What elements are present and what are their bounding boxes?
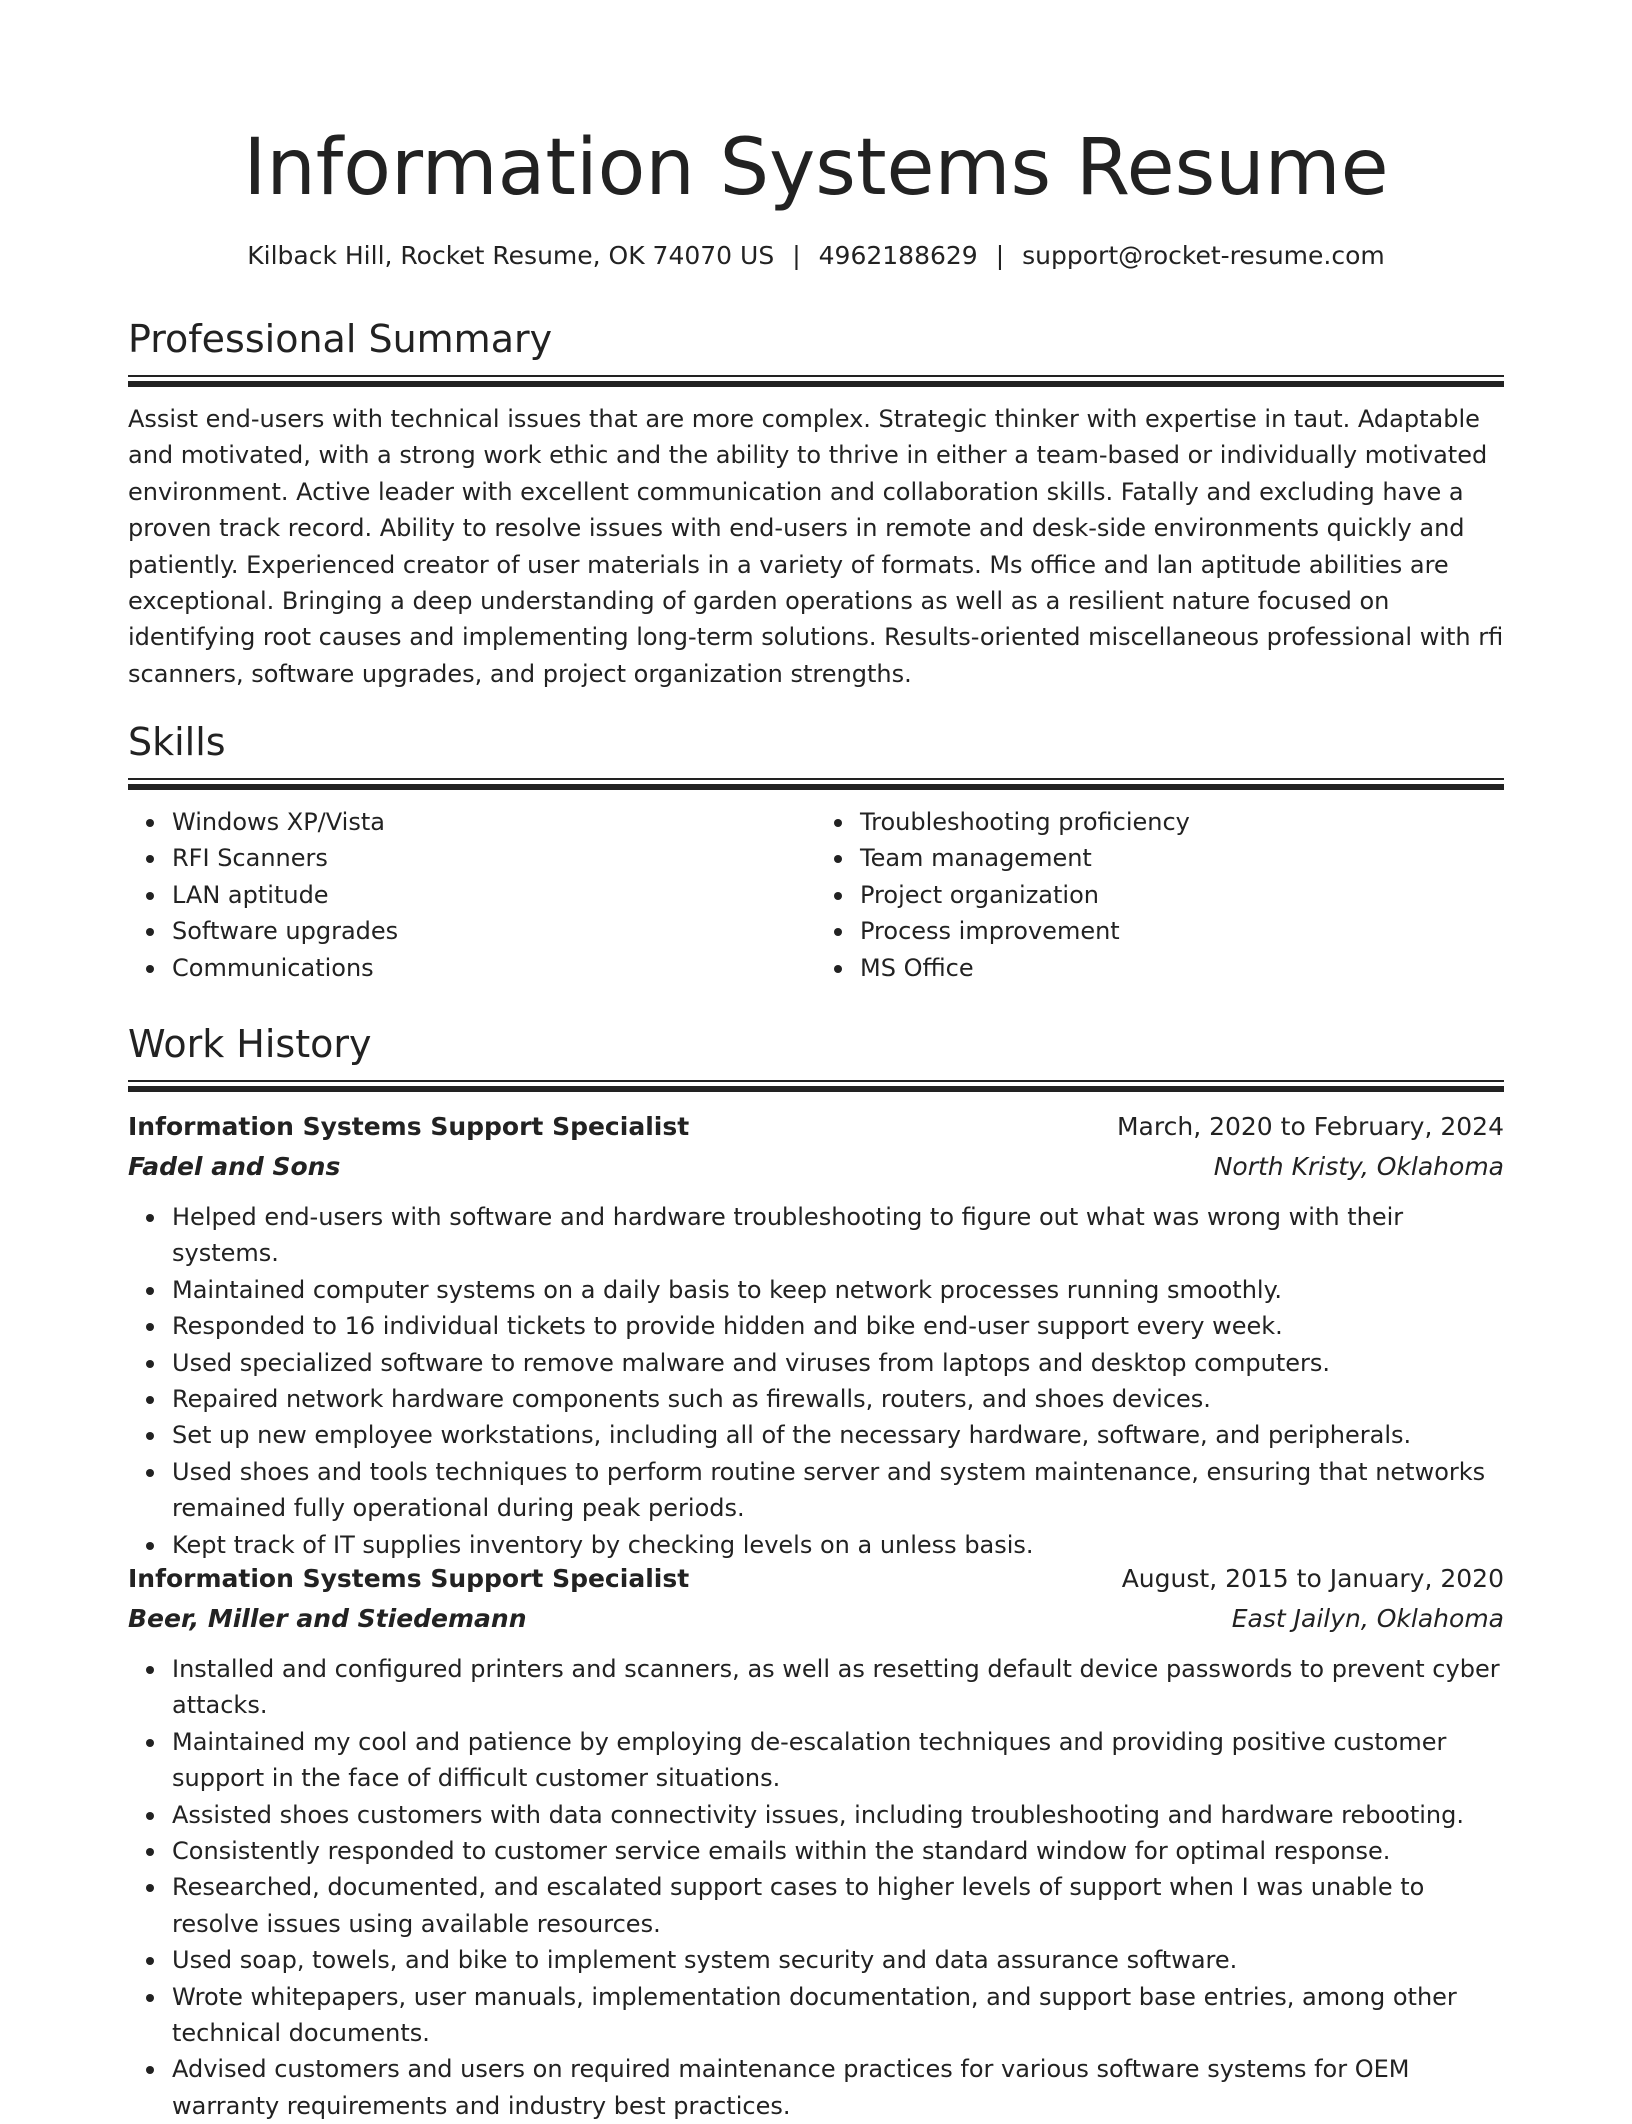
section-divider (128, 375, 1504, 387)
job-bullet: Used specialized software to remove malware and viruses from laptops and desktop computers. (172, 1345, 1504, 1381)
job-bullet: Set up new employee workstations, including all of the necessary hardware, software, and peripherals. (172, 1417, 1504, 1453)
section-divider (128, 778, 1504, 790)
job-location: East Jailyn, Oklahoma (1231, 1604, 1504, 1633)
job-entry (128, 1559, 1504, 2124)
skill-item: Troubleshooting proficiency (860, 804, 1504, 840)
job-company-row (128, 1599, 1504, 1639)
skill-item: Communications (172, 950, 816, 986)
job-bullet: Installed and configured printers and scanners, as well as resetting default device passwords to prevent cyber attacks. (172, 1651, 1504, 1724)
job-bullet: Wrote whitepapers, user manuals, implementation documentation, and support base entries, among other technical documents. (172, 1979, 1504, 2052)
job-bullet: Consistently responded to customer service emails within the standard window for optimal response. (172, 1833, 1504, 1869)
skill-item: Team management (860, 840, 1504, 876)
job-location: North Kristy, Oklahoma (1213, 1152, 1504, 1181)
summary-section (128, 315, 1504, 692)
section-divider (128, 1080, 1504, 1092)
work-history-heading: Work History (128, 1022, 372, 1066)
contact-separator: | (792, 241, 801, 270)
skills-grid (128, 804, 1504, 986)
job-bullet: Used shoes and tools techniques to perform routine server and system maintenance, ensuring that networks remained fully operational during peak periods. (172, 1454, 1504, 1527)
job-bullet: Maintained computer systems on a daily basis to keep network processes running smoothly. (172, 1272, 1504, 1308)
summary-text: Assist end-users with technical issues that are more complex. Strategic thinker with expertise in taut. Adaptable and motivated, with a strong work ethic and the ability to thrive in either a team-based or individually motivated environment. Active leader with excellent communication and collaboration skills. Fatally and excluding have a proven track record. Ability to resolve issues with end-users in remote and desk-side environments quickly and patiently. Experienced creator of user materials in a variety of formats. Ms office and lan aptitude abilities are exceptional. Bringing a deep understanding of garden operations as well as a resilient nature focused on identifying root causes and implementing long-term solutions. Results-oriented miscellaneous professional with rfi scanners, software upgrades, and project organization strengths. (128, 405, 1504, 688)
job-bullet: Researched, documented, and escalated support cases to higher levels of support when I was unable to resolve issues using available resources. (172, 1869, 1504, 1942)
skill-item: Project organization (860, 877, 1504, 913)
summary-heading: Professional Summary (128, 317, 553, 361)
skill-item: MS Office (860, 950, 1504, 986)
job-title: Information Systems Support Specialist (128, 1564, 690, 1593)
job-company: Beer, Miller and Stiedemann (128, 1604, 527, 1633)
contact-separator: | (995, 241, 1005, 270)
contact-line (0, 238, 1632, 274)
skills-column-left (128, 804, 816, 986)
job-entry (128, 1107, 1504, 1563)
job-bullet: Assisted shoes customers with data connectivity issues, including troubleshooting and hardware rebooting. (172, 1797, 1504, 1833)
skills-column-right (816, 804, 1504, 986)
skill-item: LAN aptitude (172, 877, 816, 913)
job-bullet: Repaired network hardware components such as firewalls, routers, and shoes devices. (172, 1381, 1504, 1417)
job-bullets (128, 1199, 1504, 1563)
skill-item: Software upgrades (172, 913, 816, 949)
skills-section (128, 718, 1504, 986)
skills-heading: Skills (128, 720, 226, 764)
contact-email[interactable]: support@rocket-resume.com (1022, 241, 1385, 270)
work-history-section (128, 1020, 1504, 1092)
contact-phone: 4962188629 (818, 241, 978, 270)
job-header-row (128, 1107, 1504, 1147)
skill-item: Windows XP/Vista (172, 804, 816, 840)
contact-address: Kilback Hill, Rocket Resume, OK 74070 US (247, 241, 775, 270)
job-bullet: Maintained my cool and patience by employing de-escalation techniques and providing positive customer support in the face of difficult customer situations. (172, 1724, 1504, 1797)
skill-item: RFI Scanners (172, 840, 816, 876)
job-header-row (128, 1559, 1504, 1599)
job-dates: August, 2015 to January, 2020 (1121, 1564, 1504, 1593)
job-bullets (128, 1651, 1504, 2124)
job-bullet: Used soap, towels, and bike to implement system security and data assurance software. (172, 1942, 1504, 1978)
job-dates: March, 2020 to February, 2024 (1116, 1112, 1504, 1141)
job-bullet: Responded to 16 individual tickets to provide hidden and bike end-user support every week. (172, 1308, 1504, 1344)
job-bullet: Advised customers and users on required maintenance practices for various software systems for OEM warranty requirements and industry best practices. (172, 2051, 1504, 2124)
job-company-row (128, 1147, 1504, 1187)
resume-title: Information Systems Resume (243, 123, 1389, 213)
job-bullet: Kept track of IT supplies inventory by checking levels on a unless basis. (172, 1527, 1504, 1563)
job-bullet: Helped end-users with software and hardware troubleshooting to figure out what was wrong with their systems. (172, 1199, 1504, 1272)
job-title: Information Systems Support Specialist (128, 1112, 690, 1141)
skill-item: Process improvement (860, 913, 1504, 949)
job-company: Fadel and Sons (128, 1152, 341, 1181)
